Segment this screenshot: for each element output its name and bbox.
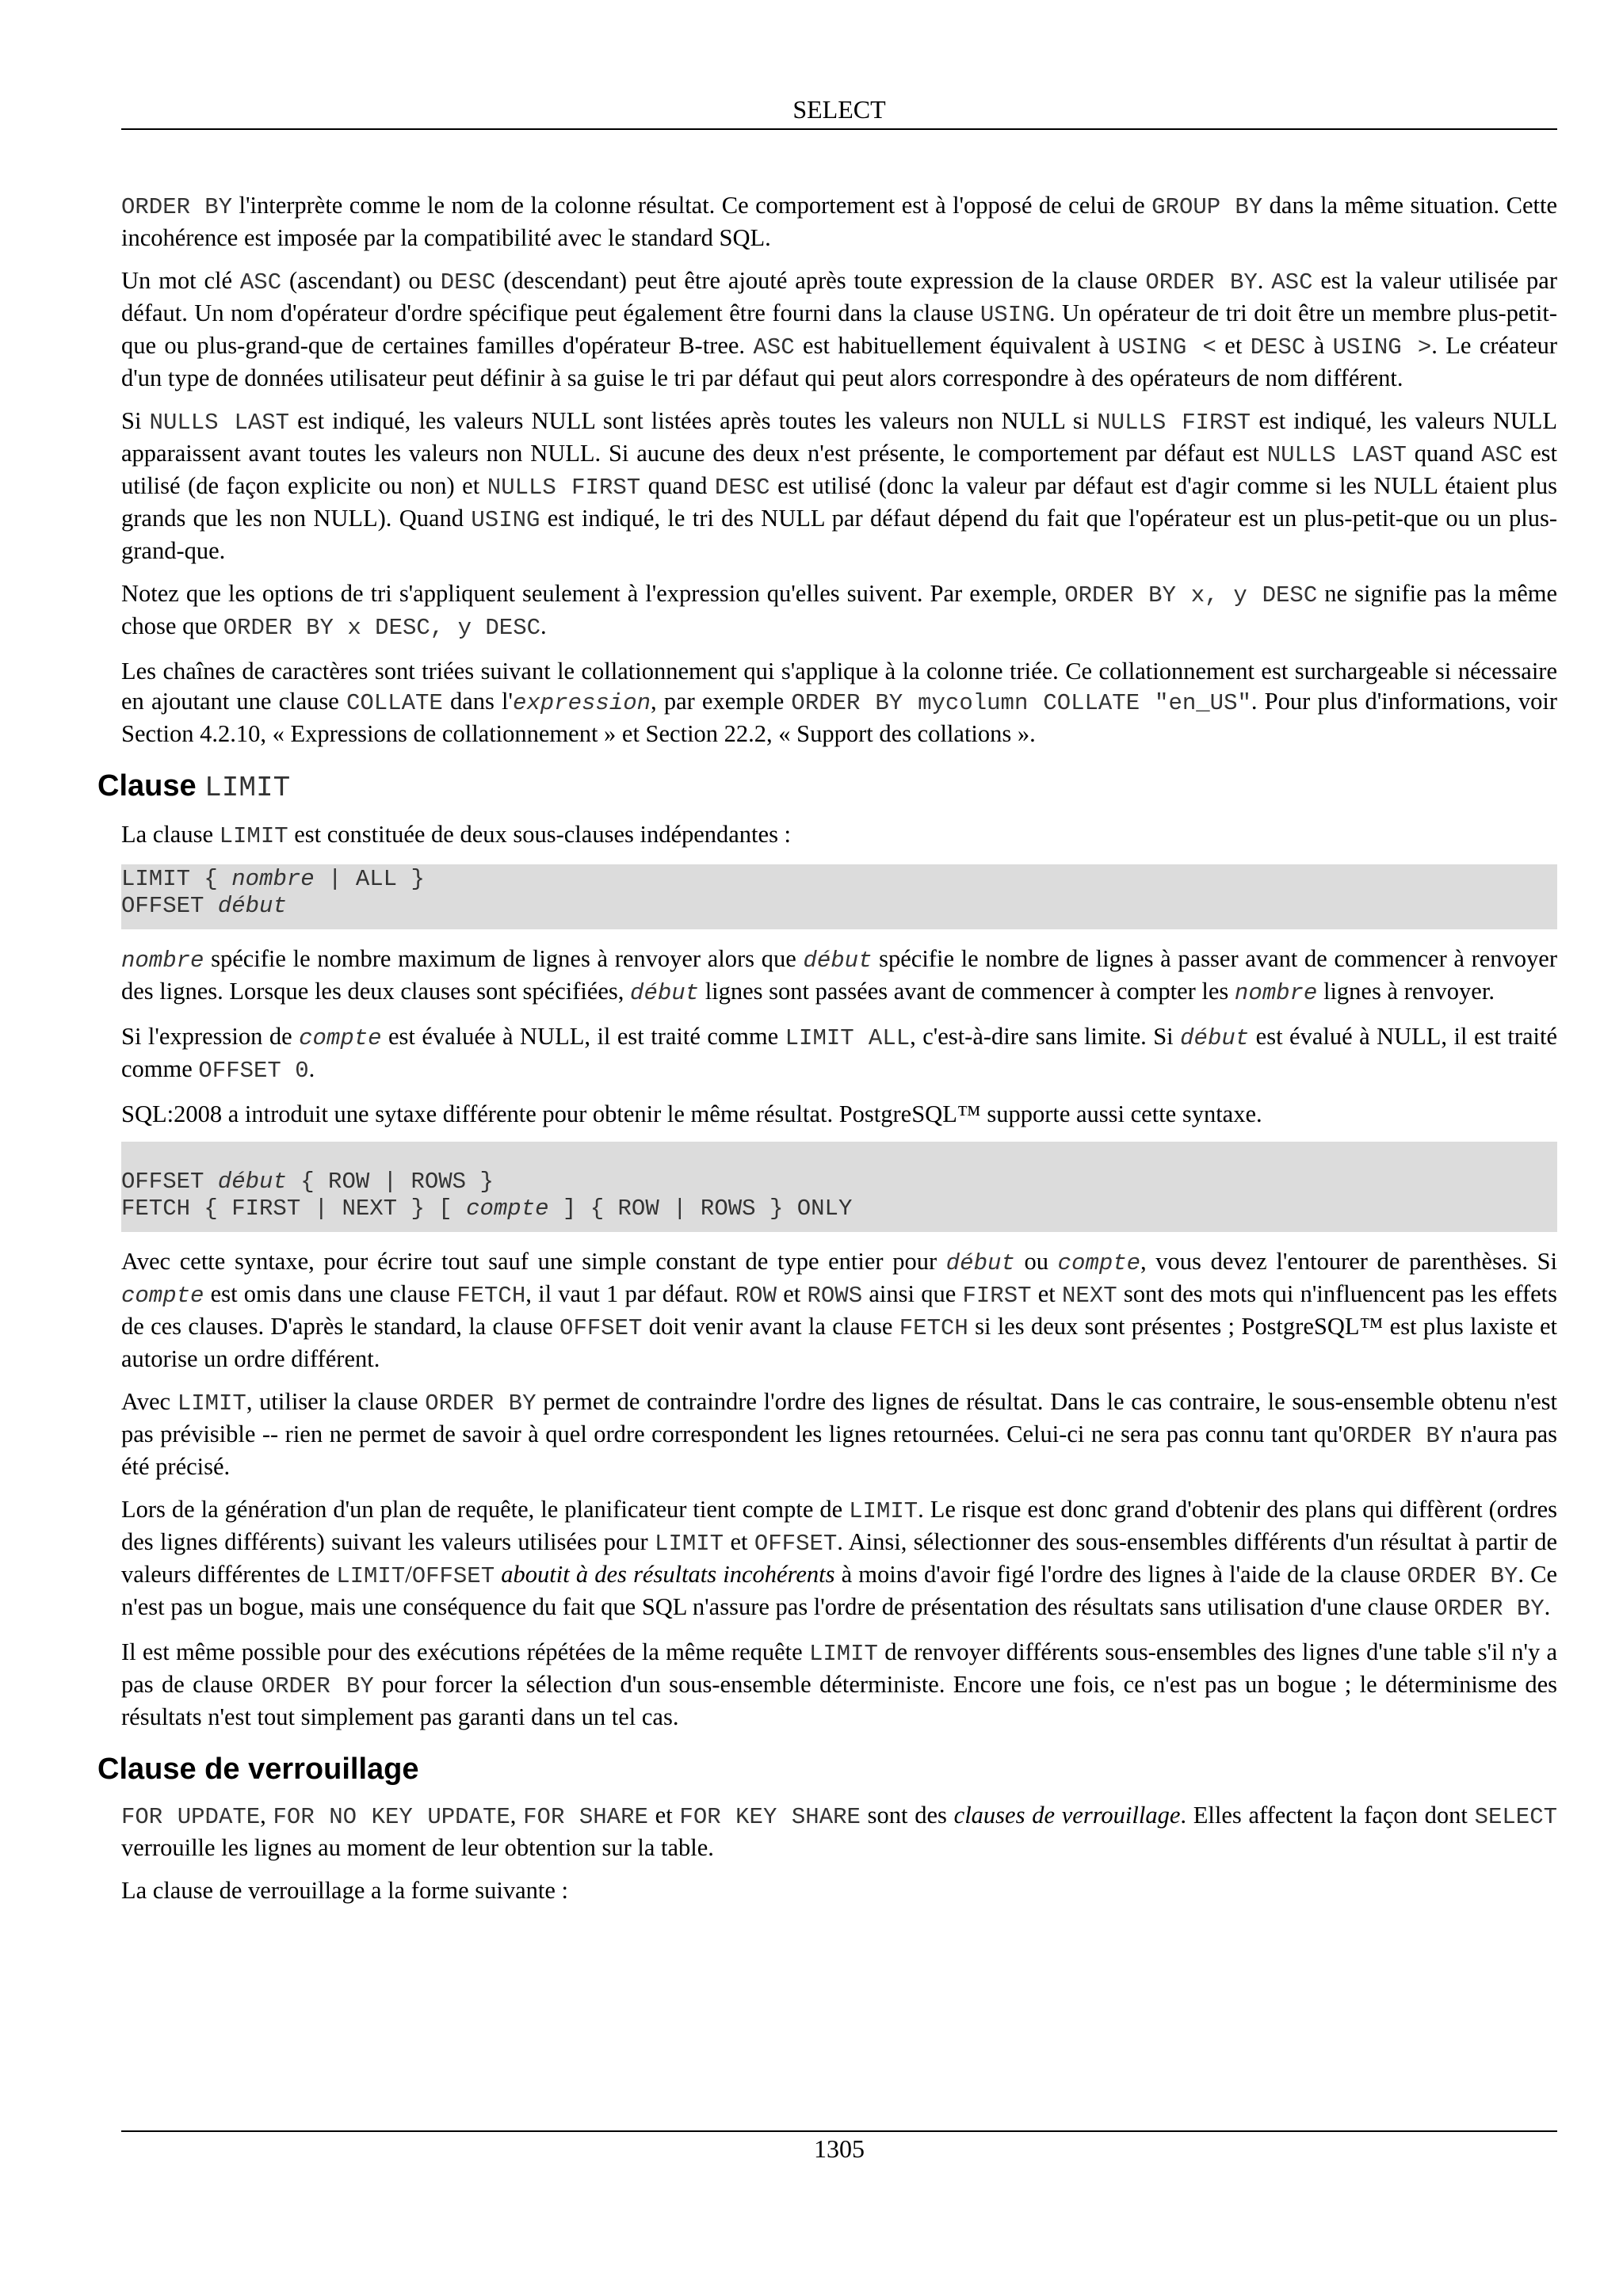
paragraph-fetch-details: Avec cette syntaxe, pour écrire tout sauf une simple constant de type entier pour début ou compte, vous devez l'entourer de parenthèses. Si compte est omis dans une clause FETCH, il vaut 1 par défaut. ROW et ROWS ainsi que FIRST et NEXT sont des mots qui n'influencent pas les effets de ces clauses. D'après le standard, la clause OFFSET doit venir avant la clause FETCH si les deux sont présentes ; PostgreSQL™ est plus laxiste et autorise un ordre différent.	[121, 1248, 1558, 1372]
paragraph-limit-intro: La clause LIMIT est constituée de deux sous-clauses indépendantes :	[121, 821, 792, 849]
paragraph-sort-options-scope: Notez que les options de tri s'appliquent seulement à l'expression qu'elles suivent. Par exemple, ORDER BY x, y DESC ne signifie pas la même chose que ORDER BY x DESC, y DESC.	[121, 580, 1557, 641]
paragraph-collation: Les chaînes de caractères sont triées suivant le collationnement qui s'applique à la colonne triée. Ce collationnement est surchargeable si nécessaire en ajoutant une clause COLLATE dans l'expression, par exemple ORDER BY mycolumn COLLATE "en_US". Pour plus d'informations, voir Section 4.2.10, « Expressions de collationnement » et Section 22.2, « Support des collations ».	[121, 658, 1558, 747]
code-block-fetch-syntax: OFFSET début { ROW | ROWS } FETCH { FIRST | NEXT } [ compte ] { ROW | ROWS } ONLY	[121, 1142, 1557, 1232]
paragraph-query-planner: Lors de la génération d'un plan de requête, le planificateur tient compte de LIMIT. Le risque est donc grand d'obtenir des plans qui diffèrent (ordres des lignes différents) suivant les valeurs utilisées pour LIMIT et OFFSET. Ainsi, sélectionner des sous-ensembles différents d'un résultat à partir de valeurs différentes de LIMIT/OFFSET aboutit à des résultats incohérents à moins d'avoir figé l'ordre des lignes à l'aide de la clause ORDER BY. Ce n'est pas un bogue, mais une conséquence du fait que SQL n'assure pas l'ordre de présentation des résultats sans utilisation d'une clause ORDER BY.	[121, 1496, 1558, 1622]
section-heading-locking-clause: Clause de verrouillage	[97, 1753, 419, 1786]
code-block-limit-syntax: LIMIT { nombre | ALL } OFFSET début	[121, 864, 1557, 929]
paragraph-repeated-executions: Il est même possible pour des exécutions répétées de la même requête LIMIT de renvoyer différents sous-ensembles des lignes d'une table s'il n'y a pas de clause ORDER BY pour forcer la sélection d'un sous-ensemble déterministe. Encore une fois, ce n'est pas un bogue ; le déterminisme des résultats n'est tout simplement pas garanti dans un tel cas.	[121, 1638, 1558, 1730]
header-rule	[121, 128, 1557, 130]
page-number: 1305	[814, 2134, 865, 2163]
paragraph-locking-clauses: FOR UPDATE, FOR NO KEY UPDATE, FOR SHARE et FOR KEY SHARE sont des clauses de verrouillage. Elles affectent la façon dont SELECT verrouille les lignes au moment de leur obtention sur la table.	[121, 1802, 1557, 1861]
section-heading-limit-clause: Clause LIMIT	[97, 769, 291, 804]
paragraph-locking-form: La clause de verrouillage a la forme suivante :	[121, 1877, 568, 1904]
paragraph-limit-order-by: Avec LIMIT, utiliser la clause ORDER BY permet de contraindre l'ordre des lignes de résultat. Dans le cas contraire, le sous-ensemble obtenu n'est pas prévisible -- rien ne permet de savoir à quel ordre correspondent les lignes retournées. Celui-ci ne sera pas connu tant qu'ORDER BY n'aura pas été précisé.	[121, 1388, 1557, 1480]
paragraph-sql2008-syntax: SQL:2008 a introduit une sytaxe différente pour obtenir le même résultat. PostgreSQL™ supporte aussi cette syntaxe.	[121, 1100, 1262, 1127]
paragraph-asc-desc: Un mot clé ASC (ascendant) ou DESC (descendant) peut être ajouté après toute expression de la clause ORDER BY. ASC est la valeur utilisée par défaut. Un nom d'opérateur d'ordre spécifique peut également être fourni dans la clause USING. Un opérateur de tri doit être un membre plus-petit-que ou plus-grand-que de certaines familles d'opérateur B-tree. ASC est habituellement équivalent à USING < et DESC à USING >. Le créateur d'un type de données utilisateur peut définir à sa guise le tri par défaut qui peut alors correspondre à des opérateurs de nom différent.	[121, 267, 1558, 391]
paragraph-order-by-output-column: ORDER BY l'interprète comme le nom de la colonne résultat. Ce comportement est à l'opposé de celui de GROUP BY dans la même situation. Cette incohérence est imposée par la compatibilité avec le standard SQL.	[121, 192, 1557, 251]
paragraph-null-limit: Si l'expression de compte est évaluée à NULL, il est traité comme LIMIT ALL, c'est-à-dire sans limite. Si début est évalué à NULL, il est traité comme OFFSET 0.	[121, 1023, 1558, 1084]
footer-rule	[121, 2130, 1557, 2132]
paragraph-nulls-ordering: Si NULLS LAST est indiqué, les valeurs NULL sont listées après toutes les valeurs non NULL si NULLS FIRST est indiqué, les valeurs NULL apparaissent avant toutes les valeurs non NULL. Si aucune des deux n'est présente, le comportement par défaut est NULLS LAST quand ASC est utilisé (de façon explicite ou non) et NULLS FIRST quand DESC est utilisé (donc la valeur par défaut est d'agir comme si les NULL étaient plus grands que les non NULL). Quand USING est indiqué, le tri des NULL par défaut dépend du fait que l'opérateur est un plus-petit-que ou un plus-grand-que.	[121, 407, 1558, 564]
paragraph-nombre-debut: nombre spécifie le nombre maximum de lignes à renvoyer alors que début spécifie le nombre de lignes à passer avant de commencer à renvoyer des lignes. Lorsque les deux clauses sont spécifiées, début lignes sont passées avant de commencer à compter les nombre lignes à renvoyer.	[121, 945, 1558, 1006]
running-header: SELECT	[792, 95, 886, 124]
page-content	[97, 190, 1558, 1918]
